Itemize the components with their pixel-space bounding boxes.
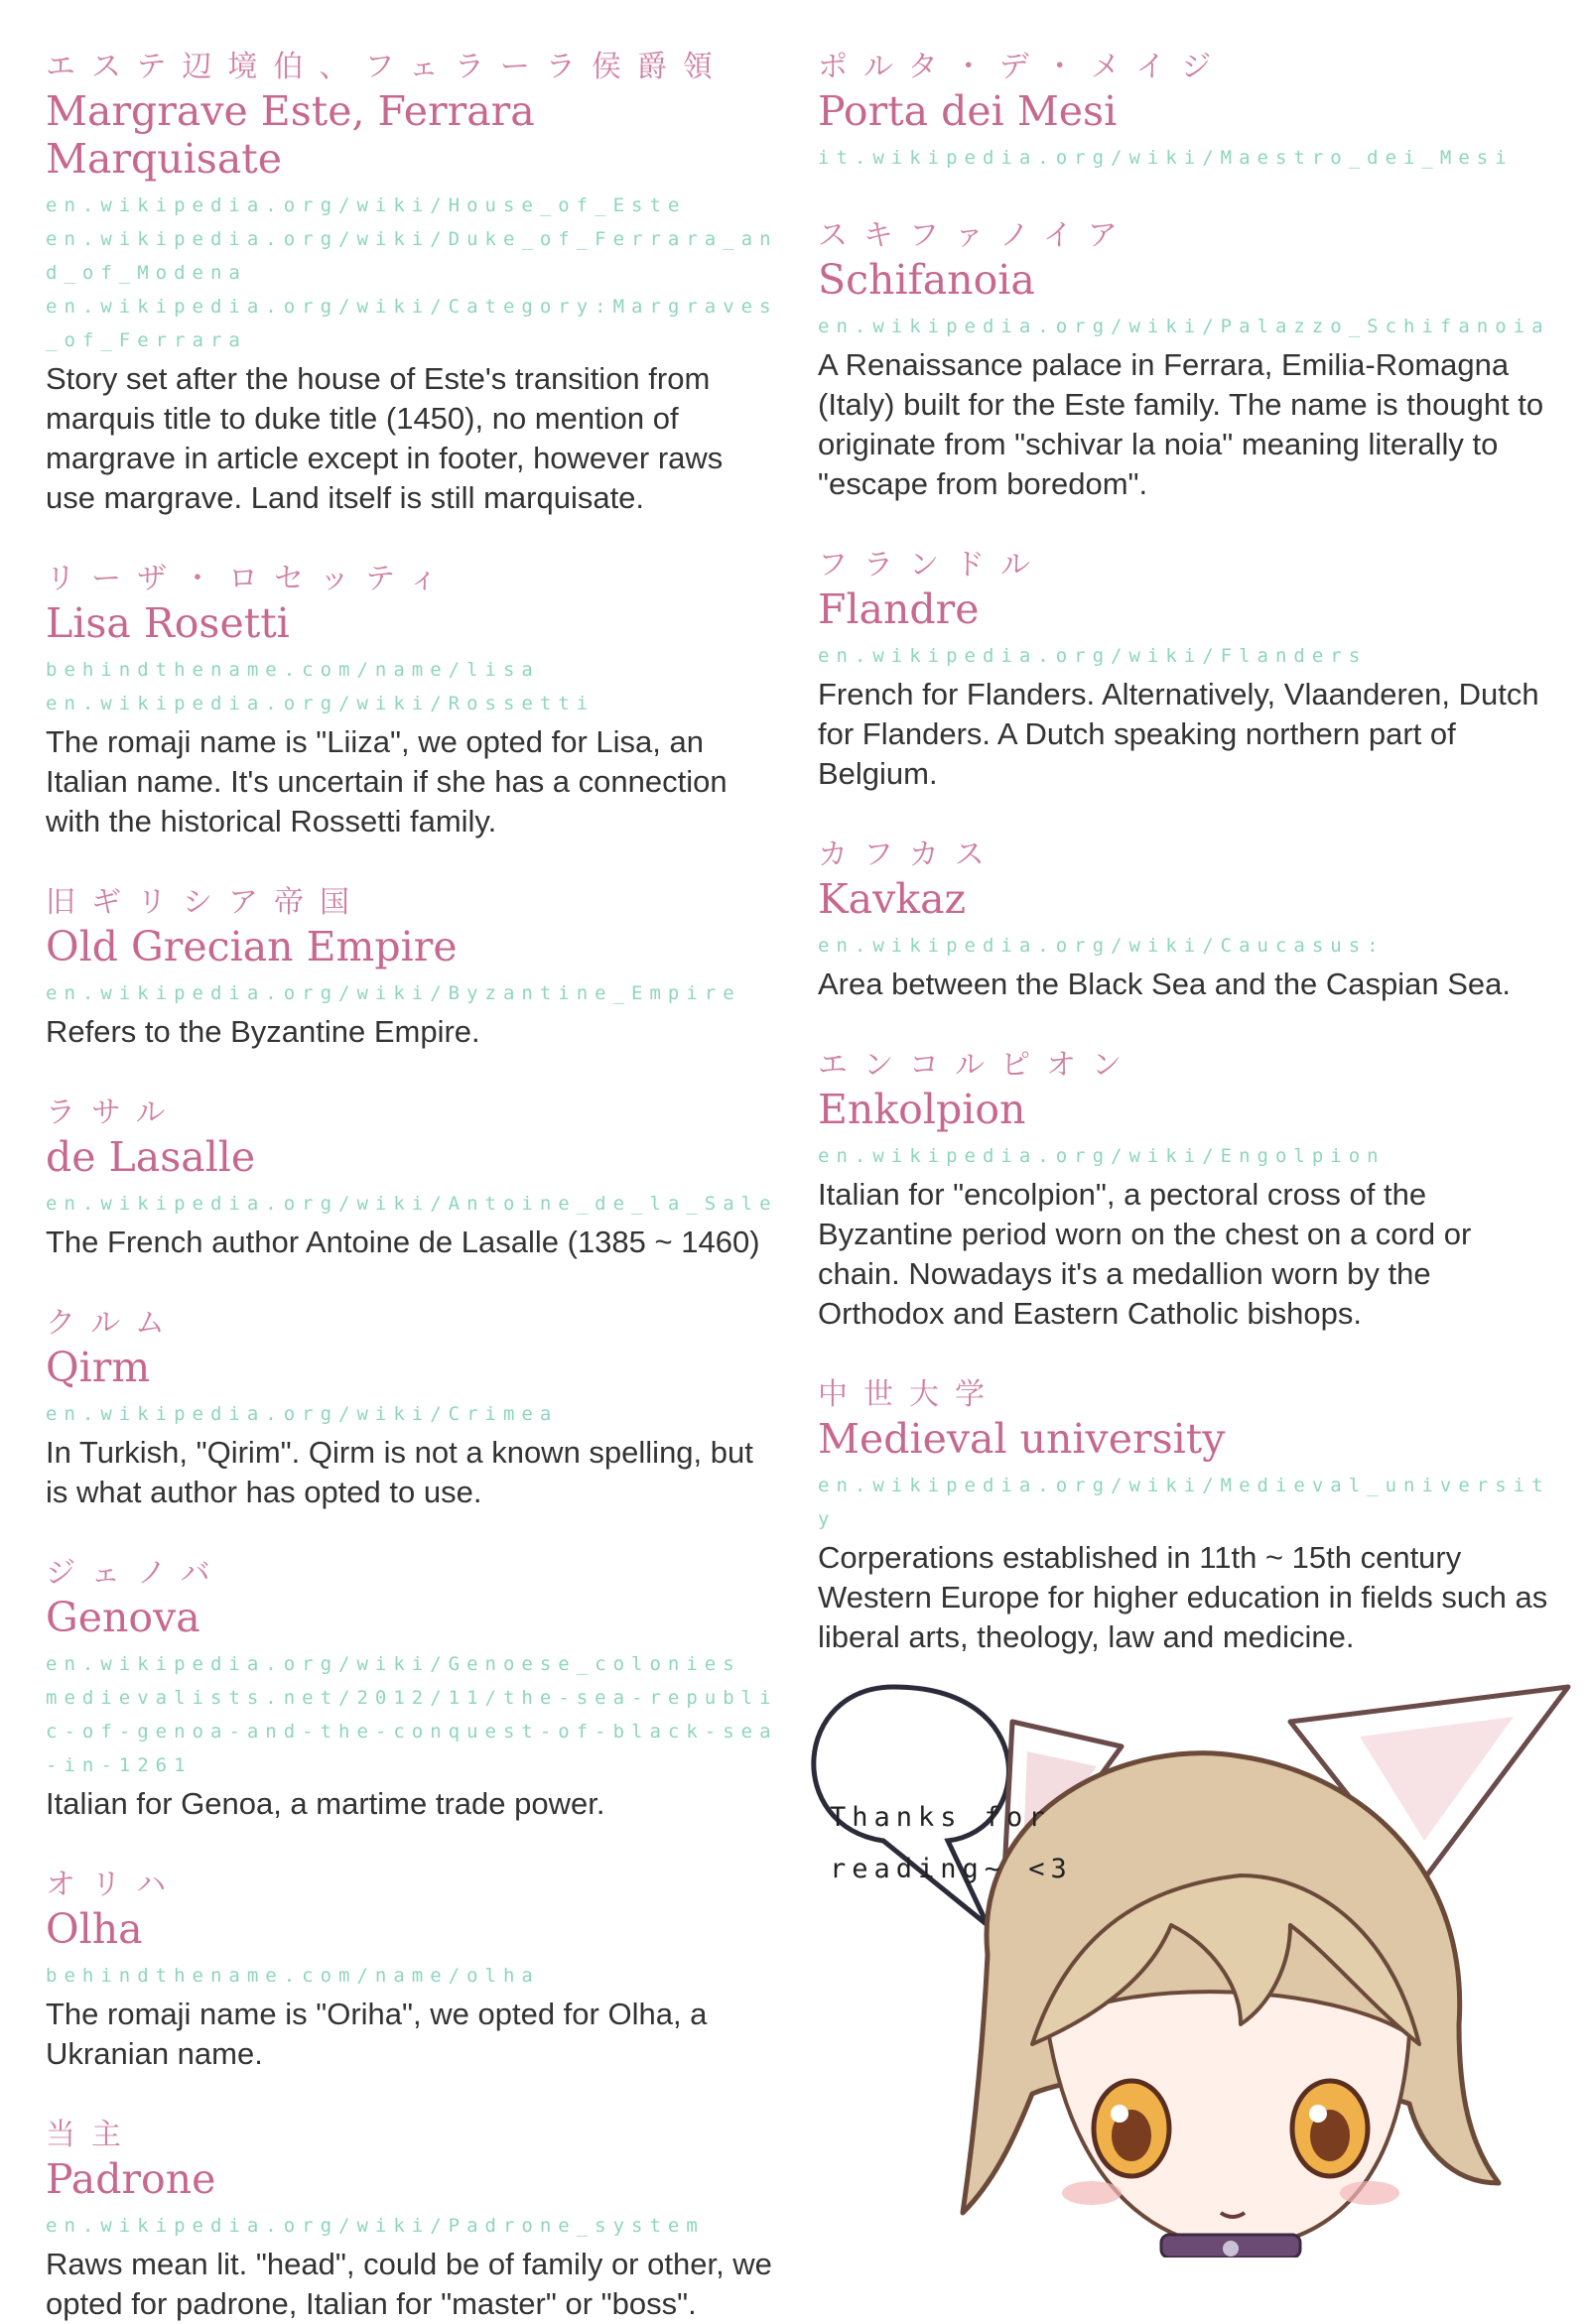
- glossary-entry-genova: [46, 1554, 780, 1824]
- entry-link[interactable]: en.wikipedia.org/wiki/Byzantine_Empire: [46, 982, 741, 1004]
- entry-link[interactable]: it.wikipedia.org/wiki/Maestro_dei_Mesi: [818, 147, 1514, 169]
- entry-link[interactable]: en.wikipedia.org/wiki/Duke_of_Ferrara_and_of_Modena: [46, 228, 778, 284]
- entry-japanese: オリハ: [46, 1868, 183, 1902]
- entry-link[interactable]: en.wikipedia.org/wiki/Padrone_system: [46, 2215, 705, 2237]
- entry-japanese: エンコルピオン: [818, 1048, 1137, 1083]
- entry-link[interactable]: behindthename.com/name/olha: [46, 1965, 540, 1987]
- entry-link[interactable]: en.wikipedia.org/wiki/Antoine_de_la_Sale: [46, 1193, 778, 1215]
- entry-description: Refers to the Byzantine Empire.: [46, 1014, 480, 1049]
- entry-japanese: フランドル: [818, 548, 1046, 582]
- entry-description: The French author Antoine de Lasalle (1385 ~ 1460): [46, 1225, 760, 1259]
- glossary-entry-schifanoia: [818, 216, 1552, 504]
- entry-link[interactable]: en.wikipedia.org/wiki/Genoese_colonies: [46, 1653, 741, 1675]
- glossary-entry-olha: [46, 1866, 780, 2074]
- bubble-line-2: reading~ <3: [830, 1854, 1073, 1884]
- entry-japanese: スキファノイア: [818, 218, 1133, 253]
- left-column: [46, 48, 780, 2324]
- entry-title: Margrave Este, Ferrara Marquisate: [46, 87, 535, 183]
- entry-description: Italian for "encolpion", a pectoral cross of the Byzantine period worn on the chest on a cord or chain. Nowadays it's a medallion worn by the Orthodox and Eastern Catholic bishops.: [818, 1177, 1472, 1331]
- entry-description: Area between the Black Sea and the Caspian Sea.: [818, 967, 1511, 1001]
- entry-japanese: エステ辺境伯、フェラーラ侯爵領: [46, 50, 728, 84]
- entry-title: de Lasalle: [46, 1133, 256, 1181]
- glossary-entry-flandre: [818, 546, 1552, 794]
- entry-link[interactable]: en.wikipedia.org/wiki/Flanders: [818, 645, 1368, 667]
- glossary-entry-padrone: [46, 2116, 780, 2324]
- glossary-entry-porta-dei-mesi: [818, 48, 1552, 175]
- entry-japanese: 当主: [46, 2118, 137, 2152]
- entry-link[interactable]: en.wikipedia.org/wiki/Engolpion: [818, 1145, 1386, 1167]
- entry-japanese: ポルタ・デ・メイジ: [818, 50, 1228, 84]
- glossary-entry-margrave-este: [46, 48, 780, 518]
- entry-japanese: カフカス: [818, 838, 1000, 872]
- entry-japanese: ジェノバ: [46, 1556, 226, 1591]
- glossary-entry-de-lasalle: [46, 1094, 780, 1262]
- glossary-entry-qirm: [46, 1304, 780, 1512]
- entry-description: The romaji name is "Oriha", we opted for Olha, a Ukranian name.: [46, 1997, 708, 2071]
- entry-title: Olha: [46, 1905, 143, 1953]
- entry-description: Story set after the house of Este's transition from marquis title to duke title (1450), no mention of margrave in article except in footer, however raws use margrave. Land itself is still marquisate.: [46, 361, 724, 515]
- glossary-entry-kavkaz: [818, 836, 1552, 1004]
- entry-title: Porta dei Mesi: [818, 87, 1118, 135]
- entry-title: Kavkaz: [818, 875, 967, 923]
- entry-description: Italian for Genoa, a martime trade power.: [46, 1786, 605, 1821]
- entry-link[interactable]: en.wikipedia.org/wiki/Medieval_university: [818, 1475, 1550, 1530]
- entry-description: A Renaissance palace in Ferrara, Emilia-Romagna (Italy) built for the Este family. The name is thought to originate from "schivar la noia" meaning literally to "escape from boredom".: [818, 347, 1544, 501]
- right-column: [818, 48, 1552, 1657]
- entry-title: Medieval university: [818, 1415, 1226, 1463]
- entry-title: Enkolpion: [818, 1086, 1026, 1133]
- entry-title: Lisa Rosetti: [46, 599, 290, 647]
- entry-title: Genova: [46, 1594, 200, 1641]
- entry-link[interactable]: en.wikipedia.org/wiki/Crimea: [46, 1403, 559, 1425]
- entry-japanese: リーザ・ロセッティ: [46, 562, 455, 596]
- chibi-character-illustration: [774, 1627, 1588, 2258]
- glossary-entry-enkolpion: [818, 1046, 1552, 1334]
- entry-japanese: 旧ギリシア帝国: [46, 885, 365, 920]
- entry-link[interactable]: en.wikipedia.org/wiki/Palazzo_Schifanoia: [818, 316, 1550, 337]
- glossary-entry-old-grecian-empire: [46, 883, 780, 1052]
- entry-japanese: クルム: [46, 1306, 181, 1341]
- entry-description: The romaji name is "Liiza", we opted for Lisa, an Italian name. It's uncertain if she has a connection with the historical Rossetti family.: [46, 724, 728, 839]
- entry-link[interactable]: en.wikipedia.org/wiki/Rossetti: [46, 693, 596, 714]
- entry-description: In Turkish, "Qirim". Qirm is not a known spelling, but is what author has opted to use.: [46, 1435, 753, 1509]
- entry-description: French for Flanders. Alternatively, Vlaanderen, Dutch for Flanders. A Dutch speaking northern part of Belgium.: [818, 677, 1539, 791]
- entry-title: Old Grecian Empire: [46, 923, 458, 970]
- bubble-line-1: Thanks for: [830, 1802, 1051, 1833]
- entry-link[interactable]: medievalists.net/2012/11/the-sea-republic-of-genoa-and-the-conquest-of-black-sea-in-1261: [46, 1687, 778, 1776]
- entry-title: Qirm: [46, 1344, 151, 1391]
- entry-link[interactable]: behindthename.com/name/lisa: [46, 659, 540, 681]
- entry-title: Padrone: [46, 2155, 216, 2203]
- glossary-entry-lisa-rosetti: [46, 560, 780, 841]
- entry-japanese: 中世大学: [818, 1377, 1000, 1412]
- entry-title: Schifanoia: [818, 256, 1035, 304]
- entry-link[interactable]: en.wikipedia.org/wiki/Caucasus:: [818, 935, 1386, 957]
- speech-bubble-text: [830, 1792, 1088, 1895]
- entry-japanese: ラサル: [46, 1096, 182, 1130]
- glossary-entry-medieval-university: [818, 1375, 1552, 1657]
- entry-link[interactable]: en.wikipedia.org/wiki/Category:Margraves_of_Ferrara: [46, 296, 778, 351]
- entry-title: Flandre: [818, 585, 980, 633]
- entry-description: Corperations established in 11th ~ 15th century Western Europe for higher education in fields such as liberal arts, theology, law and medicine.: [818, 1540, 1548, 1654]
- entry-description: Raws mean lit. "head", could be of family or other, we opted for padrone, Italian for "master" or "boss".: [46, 2247, 772, 2321]
- entry-link[interactable]: en.wikipedia.org/wiki/House_of_Este: [46, 194, 687, 216]
